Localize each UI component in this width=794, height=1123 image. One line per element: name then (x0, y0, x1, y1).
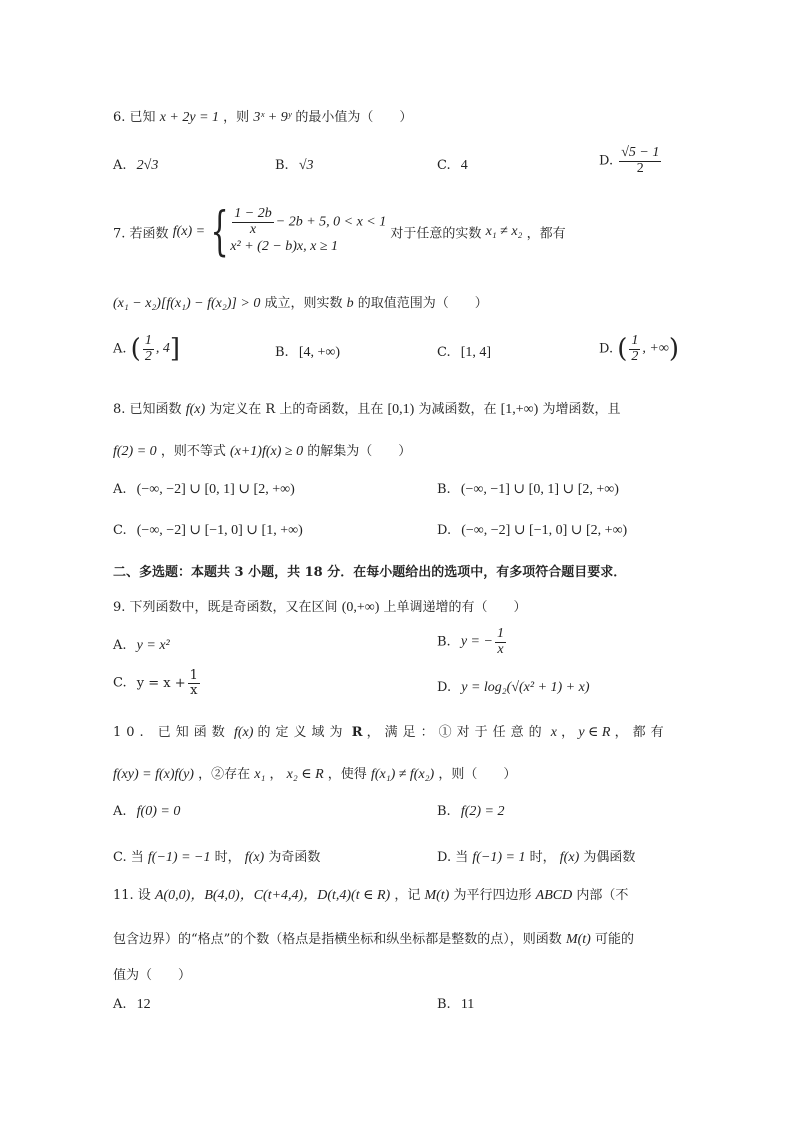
q7-option-c[interactable] (437, 345, 491, 361)
option-label: D. (599, 341, 614, 357)
option-value: 12 (136, 997, 151, 1012)
q11-function: M(t) (424, 888, 450, 903)
q9-option-c[interactable] (113, 669, 202, 697)
option-value: √3 (298, 158, 314, 173)
option-label: D. (437, 850, 452, 865)
fraction (629, 334, 640, 364)
q7-function-name: f(x) = (172, 224, 206, 239)
left-brace: { (210, 202, 229, 262)
q10-text-a: 10. 已知函数 (113, 725, 230, 740)
q10-x2: x₂ ∈ R (286, 767, 324, 782)
q9-text-b: 上单调递增的有（ ） (383, 600, 527, 615)
q8-text-a: 8. 已知函数 (113, 402, 182, 417)
option-value: (−∞, −2] ∪ [−1, 0] ∪ [2, +∞) (461, 523, 628, 538)
q8-option-d[interactable] (437, 522, 627, 539)
option-value: [1, 4] (460, 345, 492, 360)
q9-text-a: 9. 下列函数中，既是奇函数，又在区间 (113, 600, 338, 615)
option-condition: f(−1) = −1 (147, 850, 211, 865)
option-prefix: y = x + (136, 675, 186, 691)
q10-option-a[interactable] (113, 804, 180, 820)
q10-x1: x₁ (254, 767, 266, 782)
section-2-heading: 二、多选题：本题共 3 小题，共 18 分．在每小题给出的选项中，有多项符合题目要求． (113, 565, 627, 580)
option-label: B. (437, 634, 451, 650)
piecewise-cases (230, 207, 386, 256)
question-10-stem (113, 721, 669, 741)
q11-option-a[interactable] (113, 997, 151, 1013)
option-value: (−∞, −2] ∪ [0, 1] ∪ [2, +∞) (136, 482, 295, 497)
q11-text-b: ，记 (394, 888, 421, 903)
q6-prefix: 6. 已知 (113, 110, 156, 125)
q6-suffix: 的最小值为（ ） (295, 110, 413, 125)
q10-text-b: 的定义域为 (257, 725, 348, 740)
q11-parallelogram: ABCD (535, 888, 573, 903)
q8-function: f(x) (185, 402, 206, 417)
option-label: A. (113, 638, 127, 653)
q9-interval: (0,+∞) (341, 600, 380, 615)
option-value: y = x² (136, 638, 170, 653)
q9-option-d[interactable] (437, 680, 590, 696)
q10-option-c[interactable] (113, 846, 320, 866)
q9-option-a[interactable] (113, 638, 170, 654)
q8-text-d: 为增函数，且 (542, 402, 621, 417)
option-pre: 当 (130, 850, 144, 865)
q7-variable: b (346, 296, 354, 311)
fraction-denominator: 2 (636, 160, 644, 176)
fraction-numerator: 1 (496, 626, 504, 641)
option-label: A. (113, 997, 127, 1012)
option-label: C. (437, 345, 451, 360)
fraction (495, 627, 506, 657)
q6-option-b[interactable] (275, 158, 314, 174)
q8-interval-1: [0,1) (387, 402, 415, 417)
q6-option-a[interactable] (113, 158, 158, 174)
option-label: D. (599, 153, 614, 169)
case-1-rest: − 2b + 5, 0 < x < 1 (275, 214, 387, 230)
fraction-numerator: 1 (631, 333, 639, 348)
option-label: C. (437, 158, 451, 173)
option-value: (−∞, −1] ∪ [0, 1] ∪ [2, +∞) (460, 482, 619, 497)
q6-condition: x + 2y = 1 (159, 110, 220, 125)
question-11-stem (113, 884, 628, 904)
q10-option-b[interactable] (437, 804, 505, 820)
q10-option-d[interactable] (437, 846, 635, 866)
q10-comma: ， (561, 725, 575, 740)
option-label: A. (113, 341, 127, 357)
q10-equation: f(xy) = f(x)f(y) (113, 767, 194, 782)
option-label: A. (113, 482, 127, 497)
q8-text-f: 的解集为（ ） (307, 444, 412, 459)
fraction-denominator: x (497, 641, 504, 657)
option-label: C. (113, 523, 127, 538)
q8-option-a[interactable] (113, 481, 295, 498)
fraction-numerator: √5 − 1 (621, 145, 660, 160)
q10-text-f: ，②存在 (198, 767, 251, 782)
option-value: y = log₂(√(x² + 1) + x) (461, 680, 590, 695)
option-mid: 时， (529, 850, 556, 865)
fraction-denominator: x (190, 682, 198, 698)
q10-comma-2: ， (269, 767, 283, 782)
piecewise-function (209, 202, 387, 262)
q7-inequality: (x₁ − x₂)[f(x₁) − f(x₂)] > 0 (113, 296, 261, 311)
question-11-stem-line2 (113, 928, 634, 948)
question-8-stem (113, 398, 620, 418)
q6-mid: ，则 (223, 110, 250, 125)
q8-text-b: 为定义在 R 上的奇函数，且在 (209, 402, 384, 417)
q8-condition: f(2) = 0 (113, 444, 157, 459)
option-label: C. (113, 850, 127, 865)
q7-option-a[interactable] (113, 334, 180, 364)
option-function: f(x) (559, 850, 580, 865)
option-tail: , +∞ (642, 341, 669, 357)
q10-var-x: x (550, 725, 558, 740)
right-paren: ) (668, 334, 679, 365)
q10-reals: R (351, 725, 363, 740)
fraction-numerator: 1 − 2b (234, 206, 272, 222)
q6-option-c[interactable] (437, 158, 468, 174)
option-post: 为偶函数 (583, 850, 636, 865)
q7-option-d[interactable] (599, 334, 679, 364)
q10-text-c: ，满足：①对于任意的 (366, 725, 547, 740)
q11-text-a: 11. 设 (113, 888, 151, 903)
option-label: B. (275, 158, 289, 173)
option-value: [4, +∞) (298, 345, 341, 360)
question-8-stem-line2 (113, 440, 411, 460)
q7-option-b[interactable] (275, 345, 340, 361)
option-mid: 时， (214, 850, 241, 865)
question-7-stem-line2 (113, 292, 488, 312)
option-prefix: y = − (460, 634, 493, 650)
option-label: C. (113, 675, 127, 691)
q9-option-b[interactable] (437, 627, 508, 657)
fraction-denominator: 2 (631, 348, 639, 364)
question-6-stem (113, 106, 412, 126)
option-value: 11 (460, 997, 475, 1012)
q8-option-b[interactable] (437, 481, 619, 498)
q11-points: A(0,0)，B(4,0)，C(t+4,4)，D(t,4)(t ∈ R) (154, 888, 391, 903)
option-value: 4 (460, 158, 468, 173)
q8-option-c[interactable] (113, 522, 303, 539)
q11-function-2: M(t) (565, 932, 591, 947)
q11-text-c: 为平行四边形 (453, 888, 532, 903)
option-function: f(x) (244, 850, 265, 865)
left-paren: ( (130, 334, 141, 365)
q11-text-e: 包含边界）的“格点”的个数（格点是指横坐标和纵坐标都是整数的点），则函数 (113, 932, 562, 947)
option-tail: , 4 (155, 341, 170, 357)
option-value: f(0) = 0 (136, 804, 181, 819)
question-11-stem-line3: 值为（ ） (113, 968, 192, 983)
option-label: A. (113, 804, 127, 819)
q11-text-f: 可能的 (594, 932, 634, 947)
q10-inequality: f(x₁) ≠ f(x₂) (370, 767, 435, 782)
option-pre: 当 (455, 850, 469, 865)
q10-function: f(x) (233, 725, 254, 740)
q7-end: 的取值范围为（ ） (357, 296, 488, 311)
q10-text-e: ，都有 (614, 725, 669, 740)
q7-prefix: 7. 若函数 (113, 226, 169, 242)
q7-after: 对于任意的实数 (390, 226, 482, 242)
option-label: D. (437, 680, 452, 695)
q7-after2: ，都有 (526, 226, 566, 242)
q11-text-d: 内部（不 (576, 888, 629, 903)
option-condition: f(−1) = 1 (472, 850, 526, 865)
q10-var-y: y ∈ R (578, 725, 611, 740)
q10-text-g: ，使得 (327, 767, 367, 782)
question-10-stem-line2 (113, 763, 516, 783)
q6-expression: 3ˣ + 9ʸ (253, 110, 292, 125)
q7-text: 成立，则实数 (264, 296, 343, 311)
option-value: (−∞, −2] ∪ [−1, 0] ∪ [1, +∞) (136, 523, 303, 538)
fraction-numerator: 1 (189, 668, 198, 683)
fraction-denominator: 2 (144, 348, 152, 364)
option-label: B. (275, 345, 289, 360)
q6-option-d[interactable] (599, 146, 663, 176)
right-bracket: ] (169, 334, 180, 365)
option-label: B. (437, 804, 451, 819)
fraction-denominator: x (249, 222, 257, 238)
left-paren: ( (617, 334, 628, 365)
question-9-stem (113, 596, 527, 616)
question-7-stem (113, 202, 566, 262)
fraction (232, 207, 273, 237)
fraction (143, 334, 154, 364)
q8-text-c: 为减函数，在 (418, 402, 497, 417)
option-label: B. (437, 997, 451, 1012)
q7-condition: x₁ ≠ x₂ (485, 224, 523, 239)
case-1 (230, 207, 386, 237)
q8-text-e: ，则不等式 (160, 444, 226, 459)
case-2: x² + (2 − b)x, x ≥ 1 (230, 238, 339, 254)
fraction (188, 669, 200, 697)
option-label: B. (437, 482, 451, 497)
option-value: 2√3 (136, 158, 159, 173)
q10-text-h: ，则（ ） (438, 767, 517, 782)
fraction (619, 146, 661, 176)
option-label: A. (113, 158, 127, 173)
option-label: D. (437, 523, 452, 538)
option-post: 为奇函数 (268, 850, 321, 865)
q8-inequality: (x+1)f(x) ≥ 0 (229, 444, 304, 459)
q8-interval-2: [1,+∞) (500, 402, 539, 417)
q11-option-b[interactable] (437, 997, 474, 1013)
option-value: f(2) = 2 (460, 804, 505, 819)
fraction-numerator: 1 (144, 333, 152, 348)
